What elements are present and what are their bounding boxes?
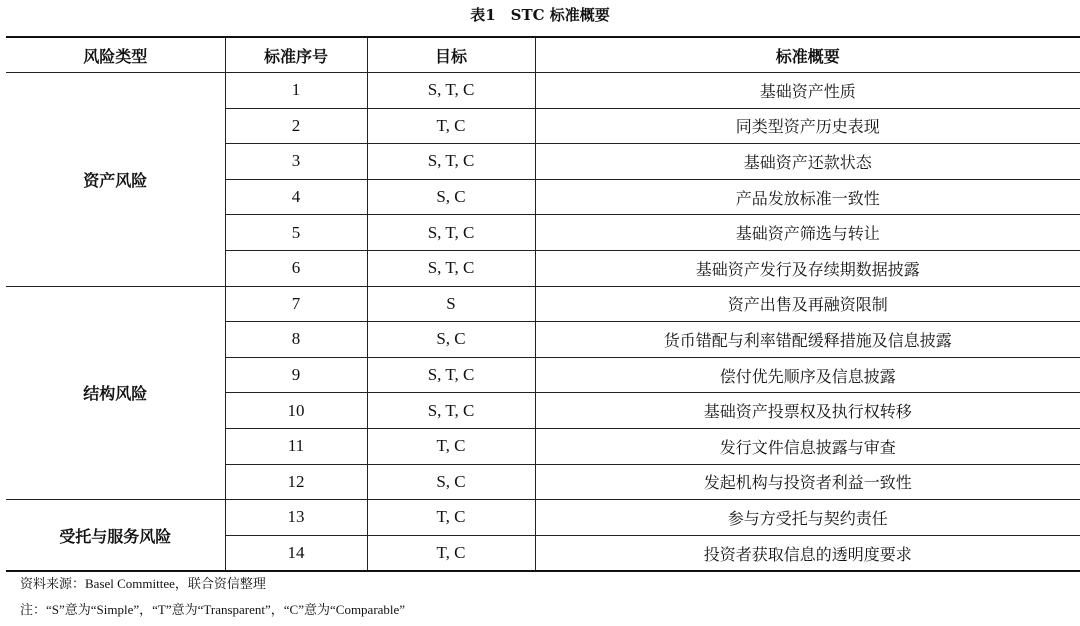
standard-no-cell: 6 bbox=[225, 250, 367, 286]
target-cell: T, C bbox=[367, 108, 535, 144]
summary-cell: 同类型资产历史表现 bbox=[535, 108, 1080, 144]
summary-cell: 基础资产性质 bbox=[535, 73, 1080, 109]
standard-no-cell: 14 bbox=[225, 535, 367, 571]
header-row bbox=[6, 37, 1080, 73]
standard-no-cell: 2 bbox=[225, 108, 367, 144]
standard-no-cell: 12 bbox=[225, 464, 367, 500]
summary-cell: 货币错配与利率错配缓释措施及信息披露 bbox=[535, 322, 1080, 358]
header-target: 目标 bbox=[367, 37, 535, 73]
standard-no-cell: 10 bbox=[225, 393, 367, 429]
table-title: 表1 STC 标准概要 bbox=[470, 6, 610, 24]
table-row bbox=[6, 500, 1080, 536]
footnote: 注：“S”意为“Simple”，“T”意为“Transparent”，“C”意为“Comparable” bbox=[20, 602, 406, 617]
risk-type-cell: 资产风险 bbox=[6, 73, 225, 287]
table-row bbox=[6, 286, 1080, 322]
summary-cell: 基础资产发行及存续期数据披露 bbox=[535, 250, 1080, 286]
target-cell: S, C bbox=[367, 322, 535, 358]
target-cell: S, C bbox=[367, 464, 535, 500]
target-cell: T, C bbox=[367, 500, 535, 536]
summary-cell: 基础资产筛选与转让 bbox=[535, 215, 1080, 251]
target-cell: S, T, C bbox=[367, 357, 535, 393]
target-cell: S, T, C bbox=[367, 215, 535, 251]
summary-cell: 资产出售及再融资限制 bbox=[535, 286, 1080, 322]
header-standard-no: 标准序号 bbox=[225, 37, 367, 73]
standard-no-cell: 11 bbox=[225, 428, 367, 464]
standard-no-cell: 4 bbox=[225, 179, 367, 215]
target-cell: S, T, C bbox=[367, 144, 535, 180]
summary-cell: 投资者获取信息的透明度要求 bbox=[535, 535, 1080, 571]
header-risk-type: 风险类型 bbox=[6, 37, 225, 73]
summary-cell: 参与方受托与契约责任 bbox=[535, 500, 1080, 536]
summary-cell: 产品发放标准一致性 bbox=[535, 179, 1080, 215]
source-note: 资料来源：Basel Committee，联合资信整理 bbox=[20, 576, 266, 591]
target-cell: S, T, C bbox=[367, 73, 535, 109]
header-summary: 标准概要 bbox=[535, 37, 1080, 73]
standard-no-cell: 1 bbox=[225, 73, 367, 109]
standard-no-cell: 9 bbox=[225, 357, 367, 393]
summary-cell: 发行文件信息披露与审查 bbox=[535, 428, 1080, 464]
risk-type-cell: 结构风险 bbox=[6, 286, 225, 500]
target-cell: T, C bbox=[367, 428, 535, 464]
target-cell: S bbox=[367, 286, 535, 322]
table-row bbox=[6, 73, 1080, 109]
standard-no-cell: 8 bbox=[225, 322, 367, 358]
target-cell: S, T, C bbox=[367, 250, 535, 286]
summary-cell: 偿付优先顺序及信息披露 bbox=[535, 357, 1080, 393]
target-cell: T, C bbox=[367, 535, 535, 571]
standard-no-cell: 7 bbox=[225, 286, 367, 322]
standard-no-cell: 3 bbox=[225, 144, 367, 180]
summary-cell: 基础资产还款状态 bbox=[535, 144, 1080, 180]
summary-cell: 基础资产投票权及执行权转移 bbox=[535, 393, 1080, 429]
target-cell: S, C bbox=[367, 179, 535, 215]
standard-no-cell: 13 bbox=[225, 500, 367, 536]
summary-cell: 发起机构与投资者利益一致性 bbox=[535, 464, 1080, 500]
risk-type-cell: 受托与服务风险 bbox=[6, 500, 225, 572]
stc-table bbox=[6, 36, 1080, 572]
standard-no-cell: 5 bbox=[225, 215, 367, 251]
target-cell: S, T, C bbox=[367, 393, 535, 429]
